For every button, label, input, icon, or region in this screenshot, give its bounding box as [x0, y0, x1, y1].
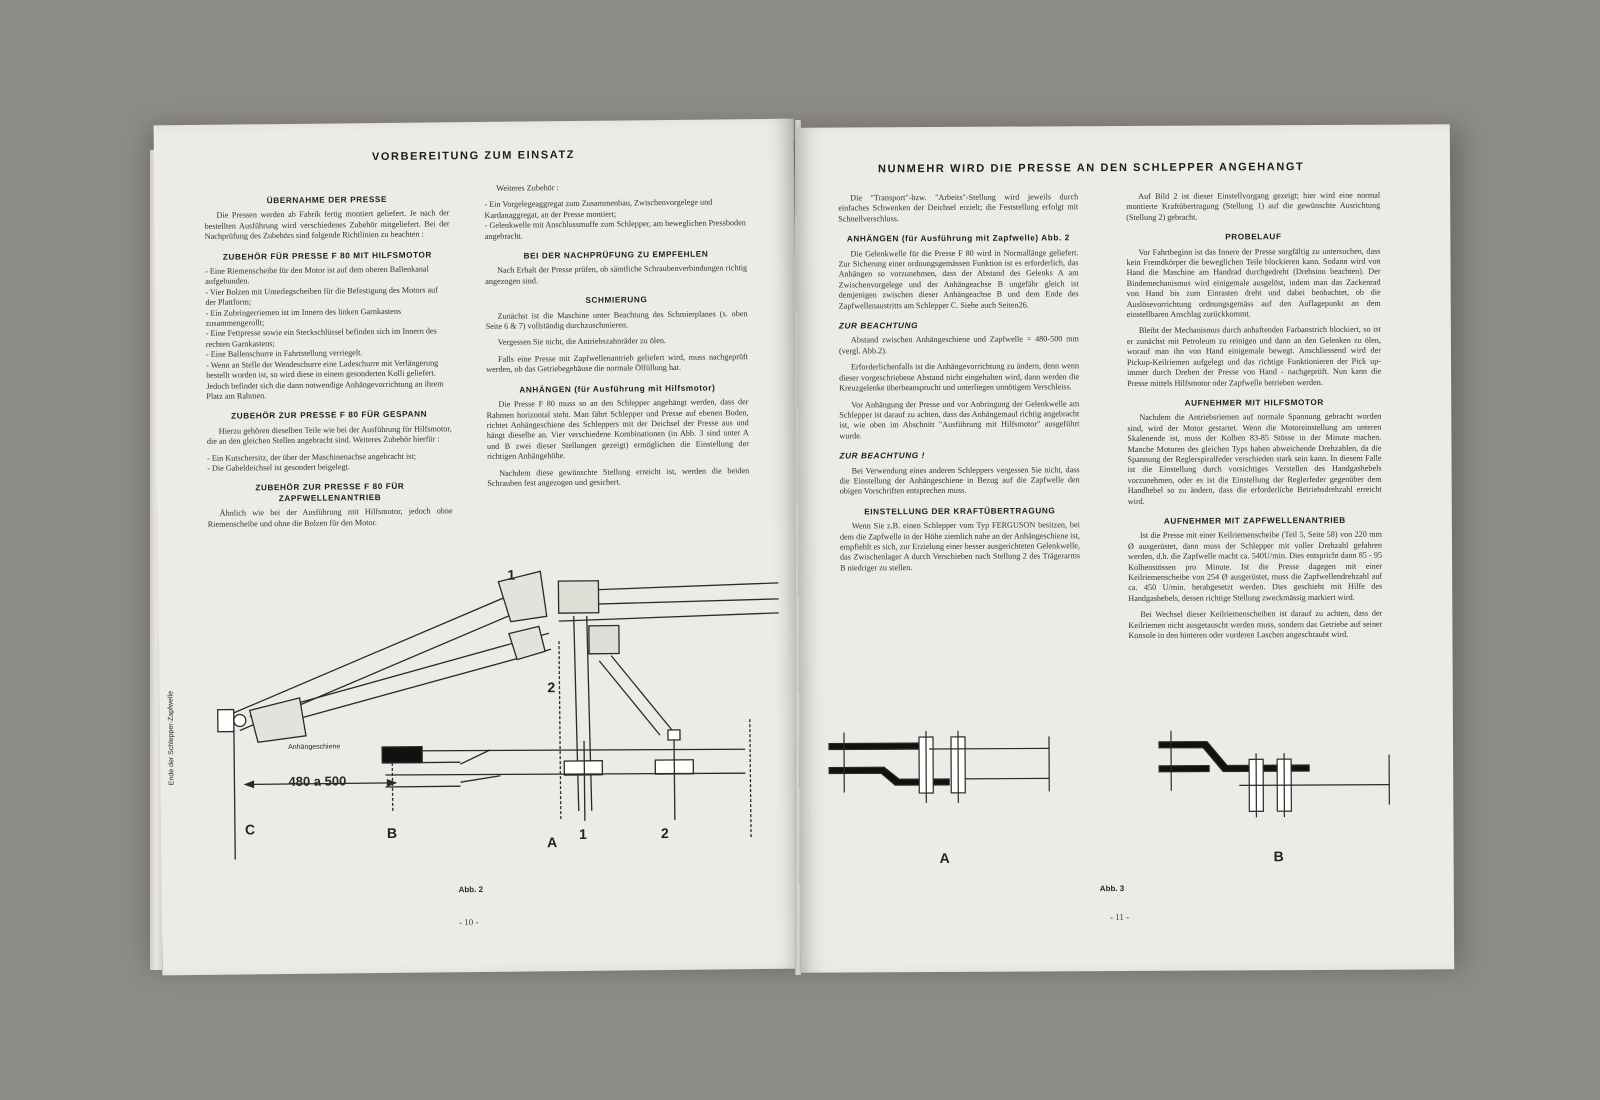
right-page: [796, 124, 1454, 972]
paragraph: Vor Fahrtbeginn ist das Innere der Presse sorgfältig zu untersuchen, dass kein Fremdkörper die beweglichen Teile blockieren kann. Sodann wird von Hand die Maschine am Handrad durchgedreht (Drehsinn beachten). Der Bindemechanismus wird einigemale ausgelöst, indem man das Zackenrad von Hand bis zum Einrasten dreht und dabei beobachtet, ob die Auslösevorrichtung ordnungsgemäss auf den Auflagepunkt an dem einstellbaren Anschlag zurückkommt.: [1126, 246, 1381, 320]
section-title: AUFNEHMER MIT HILFSMOTOR: [1184, 397, 1324, 408]
section-title: AUFNEHMER MIT ZAPFWELLENANTRIEB: [1163, 515, 1346, 526]
section-title: ZUR BEACHTUNG !: [839, 451, 925, 461]
figure-abb-2-drawing: [154, 119, 803, 976]
figure-caption: Abb. 2: [458, 884, 484, 895]
section-title: ZUBEHÖR FÜR PRESSE F 80 MIT HILFSMOTOR: [222, 250, 433, 262]
page-number: - 10 -: [458, 917, 479, 928]
paragraph: Vor Anhängung der Presse und vor Anbringung der Gelenkwelle am Schlepper ist darauf zu achten, dass das Anhängemaul richtig angebracht ist, wie oben im Abschnitt "Ausführung mit Hilfsmotor" ausgeführt wurde.: [839, 398, 1080, 441]
paragraph: Abstand zwischen Anhängeschiene und Zapfwelle = 480-500 mm (vergl. Abb.2).: [838, 334, 1079, 356]
list-item: - Die Gabeldeichsel ist gesondert beigelegt.: [207, 461, 452, 474]
section-title: ZUBEHÖR ZUR PRESSE F 80 FÜR ZAPFWELLENANTRIEB: [255, 482, 405, 503]
paragraph: Ist die Presse mit einer Keilriemenscheibe (Teil 5, Seite 58) von 220 mm Ø ausgerüstet, dann muss der Schlepper mit voller Drehzahl gefahren werden, d.h. die Zapfwelle macht ca. 540U/min. Dies entspricht dann 85 - 95 Kolbenstössen pro Minute. Ist die Presse dagegen mit einer Keilriemenscheibe von 254 Ø ausgerüstet, muss die Zapfwellendrehzahl auf ca. 450 U/min. herabgesetzt werden. Dies geschieht mit Hilfe des Handgashebels, dessen richtige Stellung zweckmässig markiert wird.: [1127, 530, 1383, 603]
fig3-label-b: B: [1273, 848, 1284, 865]
paragraph: Zunächst ist die Maschine unter Beachtung des Schmierplanes (s. oben Seite 6 & 7) vollständig durchzuschmieren.: [485, 308, 748, 331]
left-page-title: VORBEREITUNG ZUM EINSATZ: [371, 148, 576, 164]
paragraph: Wenn Sie z.B. einen Schlepper vom Typ FERGUSON besitzen, bei dem die Zapfwelle in der Höhe ziemlich nahe an der Anhängeschiene ist, empfiehlt es sich, zur Erzielung einer besser ausgerichteten Gelenkwelle, das Zwischenlager A durch Verschieben nach Stellung 2 des Trägerarms B niedriger zu stellen.: [839, 520, 1081, 573]
list-item: - Vier Bolzen mit Unterlegscheiben für die Befestigung des Motors auf der Plattform;: [205, 285, 450, 308]
left-page: [154, 119, 803, 976]
section-title: BEI DER NACHPRÜFUNG ZU EMPFEHLEN: [523, 249, 709, 261]
fig-label-1-bottom: 1: [578, 825, 587, 842]
list-item: - Wenn an Stelle der Wendeschurre eine Ladeschurre mit Verlängerung bestellt worden ist, so wird diese in einem gesonderten Kolli geliefert. Jedoch befindet sich die dann notwendige Anhängevorrichtung an ihrem Platz am Rahmen.: [206, 358, 451, 402]
paragraph: Bleibt der Mechanismus durch anhaftenden Farbanstrich blockiert, so ist er zunächst mit Petroleum zu reinigen und dann an den Gelenken zu ölen, worauf man ihn von Hand einigemale bewegt. Anschliessend wird der Pickup-Keilriemen aufgelegt und das richtige Funktionieren der Pick up-immer durch Drehen der Presse von Hand - nachgeprüft. Nun kann die Presse mittels Hilfsmotor oder Zapfwelle betrieben werden.: [1126, 325, 1382, 388]
paragraph: Hierzu gehören dieselben Teile wie bei der Ausführung für Hilfsmotor, die an den gleichen Stellen angebracht sind. Weiteres Zubehör hierfür :: [206, 423, 452, 446]
paragraph: Ähnlich wie bei der Ausführung mit Hilfsmotor, jedoch ohne Riemenscheibe und ohne die Bolzen für den Motor.: [207, 506, 453, 529]
paragraph: Bei Verwendung eines anderen Schleppers vergessen Sie nicht, dass die Einstellung der Anhängeschiene in Bezug auf die Zapfwelle den obigen Vorschriften entsprechen muss.: [839, 464, 1080, 496]
paragraph: Falls eine Presse mit Zapfwellenantrieb geliefert wird, muss nachgeprüft werden, ob das Getriebegehäuse die normale Ölfüllung hat.: [486, 352, 749, 375]
section-title: ANHÄNGEN (für Ausführung mit Hilfsmotor): [519, 383, 716, 395]
fig3-label-a: A: [939, 849, 950, 866]
paragraph: Die Gelenkwelle für die Presse F 80 wird in Normallänge geliefert. Zur Sicherung einer ordnungsgemässen Funktion ist es erforderlich, das Anhängen so vorzunehmen, dass der Abstand des Gelenks A am Zwischenvorgelege und der Anhängeachse B ungefähr gleich ist demjenigen zwischen dieser Anhängeachse B und dem Ende des Zapfwellenaustritts am Schlepper C. Siehe auch Seiten26.: [838, 247, 1079, 311]
paragraph: Bei Wechsel dieser Keilriemenscheiben ist darauf zu achten, dass der Keilriemen nicht ausgetauscht werden muss, sondern das Getriebe auf seiner Konsole in den hinteren oder vorderen Laschen angeschraubt wird.: [1128, 608, 1383, 641]
fig-label-anhaengeschiene: Anhängeschiene: [288, 743, 341, 751]
list-item: - Ein Kutschersitz, der über der Maschinenachse angebracht ist;: [207, 451, 452, 464]
right-page-title: NUNMEHR WIRD DIE PRESSE AN DEN SCHLEPPER ANGEHANGT: [877, 161, 1305, 176]
section-title: EINSTELLUNG DER KRAFTÜBERTRAGUNG: [864, 506, 1056, 517]
section-title: PROBELAUF: [1225, 232, 1282, 242]
paragraph: Vergessen Sie nicht, die Antriebszahnräder zu ölen.: [497, 336, 666, 348]
paragraph: Nachdem die Antriebsriemen auf normale Spannung gebracht worden sind, wird der Motor gestartet. Wenn die Motoreinstellung am unteren Skalenende ist, muss der Kolben 83-85 Stösse in der Minute machen. Manche Motoren des gleichen Typs haben abweichende Drehzahlen, da die Spannung der Reglerspiralfeder verschieden stark sein kann. In diesem Falle ist die Einstellung durch vorsichtiges Verstellen des Handgashebels vorzunehmen, oder es ist die Einstellung der Reglerfeder gegenüber dem Handhebel so zu ändern, dass die erforderliche Betriebsdrehzahl erreicht wird.: [1127, 411, 1382, 506]
paragraph: Nach Erhalt der Presse prüfen, ob sämtliche Schraubenverbindungen richtig angezogen sind.: [485, 263, 748, 286]
fig-label-c: C: [244, 821, 256, 838]
fig-label-2-bottom: 2: [660, 825, 669, 842]
paragraph: Erforderlichenfalls ist die Anhängevorrichtung zu ändern, denn wenn dieser vorgeschriebene Abstand nicht eingehalten wird, dann werden die Kreuzgelenke überbeansprucht und unterliegen unnötigem Verschleiss.: [839, 361, 1080, 393]
section-title: ZUBEHÖR ZUR PRESSE F 80 FÜR GESPANN: [231, 409, 428, 421]
fig-label-2-mid: 2: [547, 679, 556, 696]
list-item: - Ein Vorgelegeaggregat zum Zusammenbau, Zwischenvorgelege und Kardanaggregat, an der Presse montiert;: [484, 198, 746, 222]
section-title: ÜBERNAHME DER PRESSE: [266, 194, 388, 206]
section-title: ZUR BEACHTUNG: [838, 321, 919, 331]
paragraph: Weiteres Zubehör :: [496, 183, 559, 193]
fig-dimension: 480 a 500: [288, 773, 347, 789]
list-item: - Gelenkwelle mit Anschlussmuffe zum Schlepper, am beweglichen Pressboden angebracht.: [485, 218, 747, 242]
list-item: - Eine Riemenscheibe für den Motor ist auf dem oberen Ballenkanal aufgebunden.: [205, 264, 450, 287]
paragraph: Nachdem diese gewünschte Stellung erreicht ist, werden die beiden Schrauben fest angezogen und gesichert.: [487, 465, 750, 488]
list-item: - Eine Fettpresse sowie ein Steckschlüssel befinden sich im Innern des rechten Garnkastens;: [206, 327, 451, 350]
figure-caption: Abb. 3: [1099, 884, 1125, 894]
list-item: - Ein Zubringerriemen ist im Innern des linken Garnkastens zusammengerollt;: [205, 306, 450, 329]
paragraph: Die "Transport"-bzw. "Arbeits"-Stellung wird jeweils durch einfaches Schwenken der Deichsel erzielt; die Feststellung erfolgt mit Schnellverschluss.: [838, 192, 1079, 224]
list-item: - Eine Ballenschurre in Fahrtstellung verriegelt.: [206, 348, 451, 361]
section-title: ANHÄNGEN (für Ausführung mit Zapfwelle) Abb. 2: [846, 233, 1070, 244]
fig-label-b: B: [386, 824, 398, 841]
figure-abb-3-drawing: [796, 124, 1454, 972]
fig-label-a: A: [547, 834, 558, 851]
fig-label-zapfwelle: Ende der Schlepper-Zapfwelle: [167, 691, 176, 786]
page-number: - 11 -: [1109, 911, 1130, 923]
paragraph: Auf Bild 2 ist dieser Einstellvorgang gezeigt; hier wird eine normal montierte Kraftübertragung (Stellung 1) auf die gewünschte Ausrichtung (Stellung 2) gebracht.: [1126, 190, 1381, 222]
paragraph: Die Presse F 80 muss so an den Schlepper angehängt werden, dass der Rahmen horizontal steht. Man fährt Schlepper und Presse auf ebenen Boden, richtet Anhängeschiene des Schleppers mit der Deichsel der Presse aus und hängt dieselbe an. Vier verschiedene Kombinationen (in Abb. 3 sind unter A und B zwei dieser Stellungen gezeigt) ermöglichen die Einstellung der richtigen Anhängehöhe.: [486, 397, 749, 462]
paragraph: Die Pressen werden ab Fabrik fertig montiert geliefert. Je nach der bestellten Ausführung wird verschiedenes Zubehör mitgeliefert. Bei der Nachprüfung des Zubehörs sind folgende Richtlinien zu beachten :: [204, 208, 450, 242]
section-title: SCHMIERUNG: [585, 295, 648, 306]
fig-label-1-top: 1: [507, 566, 516, 583]
